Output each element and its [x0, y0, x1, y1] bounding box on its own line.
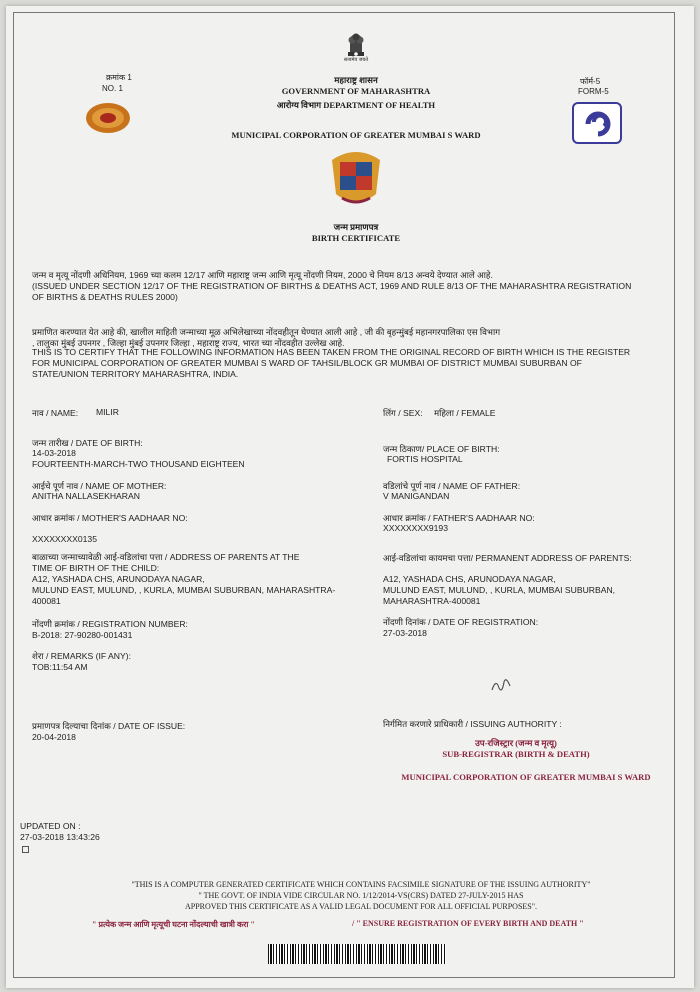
serial-en: NO. 1	[102, 84, 123, 93]
address-birth-value: A12, YASHADA CHS, ARUNODAYA NAGAR, MULUND EAST, MULUND, , KURLA, MUMBAI SUBURBAN, MAHARASHTRA- 400081	[32, 574, 336, 606]
mother-aadhaar-label: आधार क्रमांक / MOTHER'S AADHAAR NO:	[32, 513, 188, 523]
mother-value: ANITHA NALLASEKHARAN	[32, 491, 140, 501]
barcode	[268, 944, 446, 964]
corporation-seal-icon	[84, 101, 132, 135]
slogan-en: / " ENSURE REGISTRATION OF EVERY BIRTH AND DEATH "	[352, 919, 584, 928]
father-value: V MANIGANDAN	[383, 491, 450, 501]
name-label: नाव / NAME:	[32, 408, 79, 418]
corporation-name: MUNICIPAL CORPORATION OF GREATER MUMBAI S WARD	[231, 130, 481, 140]
dob-words: FOURTEENTH-MARCH-TWO THOUSAND EIGHTEEN	[32, 459, 245, 469]
certificate-page	[6, 6, 694, 988]
authority-label: निर्गमित करणारे प्राधिकारी / ISSUING AUTHORITY :	[383, 719, 562, 729]
crs-logo-icon	[572, 102, 622, 144]
updated-value: 27-03-2018 13:43:26	[20, 832, 100, 842]
serial-mr: क्रमांक 1	[106, 73, 132, 82]
authority-title-en: SUB-REGISTRAR (BIRTH & DEATH)	[442, 749, 590, 759]
remarks-label: शेरा / REMARKS (IF ANY):	[32, 651, 131, 661]
pob-value: FORTIS HOSPITAL	[387, 454, 463, 464]
title-mr: जन्म प्रमाणपत्र	[333, 222, 379, 232]
checkbox-icon	[22, 846, 29, 853]
govt-en: GOVERNMENT OF MAHARASHTRA	[281, 86, 431, 96]
sex-label: लिंग / SEX:	[383, 408, 423, 418]
updated-label: UPDATED ON :	[20, 821, 81, 831]
reg-no-value: B-2018: 27-90280-001431	[32, 630, 133, 640]
authority-corporation: MUNICIPAL CORPORATION OF GREATER MUMBAI S WARD	[401, 772, 651, 782]
mother-aadhaar-value: XXXXXXXX0135	[32, 534, 97, 544]
pob-label: जन्म ठिकाण/ PLACE OF BIRTH:	[383, 444, 500, 454]
address-perm-value: A12, YASHADA CHS, ARUNODAYA NAGAR, MULUND EAST, MULUND, , KURLA, MUMBAI SUBURBAN, MAHARASHTRA-400081	[383, 574, 616, 606]
footer-note-1: "THIS IS A COMPUTER GENERATED CERTIFICATE WHICH CONTAINS FACSIMILE SIGNATURE OF THE ISSUING AUTHORITY"	[131, 880, 591, 889]
reg-date-value: 27-03-2018	[383, 628, 427, 638]
father-aadhaar-label: आधार क्रमांक / FATHER'S AADHAAR NO:	[383, 513, 535, 523]
address-birth-label: बाळाच्या जन्माच्यावेळी आई-वडिलांचा पत्ता / ADDRESS OF PARENTS AT THE TIME OF BIRTH OF THE CHILD:	[32, 552, 300, 573]
mother-label: आईचे पूर्ण नाव / NAME OF MOTHER:	[32, 481, 167, 491]
corporation-crest-icon	[324, 148, 388, 210]
signature-icon	[490, 674, 512, 696]
footer-note-3: APPROVED THIS CERTIFICATE AS A VALID LEGAL DOCUMENT FOR ALL OFFICIAL PURPOSES".	[184, 902, 538, 911]
issue-value: 20-04-2018	[32, 732, 76, 742]
govt-mr: महाराष्ट्र शासन	[334, 75, 378, 85]
father-label: वडिलांचे पूर्ण नाव / NAME OF FATHER:	[383, 481, 521, 491]
intro-en: (ISSUED UNDER SECTION 12/17 OF THE REGISTRATION OF BIRTHS & DEATHS ACT, 1969 AND RULE 8/13 OF THE MAHARASHTRA REGISTRATION OF BIRTHS & DEATHS RULES 2000)	[32, 281, 632, 302]
title-en: BIRTH CERTIFICATE	[311, 233, 401, 243]
remarks-value: TOB:11:54 AM	[32, 662, 88, 672]
form-en: FORM-5	[578, 87, 609, 96]
authority-title-mr: उप-रजिस्ट्रार (जन्म व मृत्यू)	[475, 738, 557, 748]
sex-value: महिला / FEMALE	[434, 408, 496, 418]
reg-no-label: नोंदणी क्रमांक / REGISTRATION NUMBER:	[32, 619, 188, 629]
certify-mr: प्रमाणित करण्यात येत आहे की, खालील माहिती जन्माच्या मूळ अभिलेखाच्या नोंदवहीतून घेण्यात आली आहे , जी की बृहन्मुंबई महानगरपालिका एस विभाग , तालुका मुंबई उपनगर , जिल्हा मुंबई उपनगर जिल्हा , महाराष्ट्र राज्य, भारत च्या नोंदवहीत उल्लेख आहे.	[32, 327, 501, 348]
father-aadhaar-value: XXXXXXXX9193	[383, 523, 448, 533]
reg-date-label: नोंदणी दिनांक / DATE OF REGISTRATION:	[383, 617, 539, 627]
dob-value: 14-03-2018	[32, 448, 76, 458]
form-mr: फॉर्म-5	[580, 77, 601, 86]
slogan-mr: " प्रत्येक जन्म आणि मृत्यूची घटना नोंदल्याची खात्री करा "	[92, 920, 255, 929]
footer-note-2: " THE GOVT. OF INDIA VIDE CIRCULAR NO. 1/12/2014-VS(CRS) DATED 27-JULY-2015 HAS	[198, 891, 524, 900]
address-perm-label: आई-वडिलांचा कायमचा पत्ता/ PERMANENT ADDRESS OF PARENTS:	[383, 553, 632, 563]
emblem-caption: सत्यमेव जयते	[343, 57, 369, 63]
department: आरोग्य विभाग DEPARTMENT OF HEALTH	[276, 100, 436, 110]
certify-en: THIS IS TO CERTIFY THAT THE FOLLOWING INFORMATION HAS BEEN TAKEN FROM THE ORIGINAL RECORD OF BIRTH WHICH IS THE REGISTER FOR MUNICIPAL CORPORATION OF GREATER MUMBAI S WARD OF TAHSIL/BLOCK GR MUMBAI OF DISTRICT MUMBAI SUBURBAN OF STATE/UNION TERRITORY MAHARASHTRA, INDIA.	[32, 347, 631, 379]
intro-mr: जन्म व मृत्यू नोंदणी अधिनियम, 1969 च्या कलम 12/17 आणि महाराष्ट्र जन्म आणि मृत्यू नोंदणी नियम, 2000 चे नियम 8/13 अन्वये देण्यात आले आहे.	[32, 270, 493, 280]
name-value: MILIR	[96, 407, 119, 417]
issue-label: प्रमाणपत्र दिल्याचा दिनांक / DATE OF ISSUE:	[32, 721, 186, 731]
dob-label: जन्म तारीख / DATE OF BIRTH:	[32, 438, 143, 448]
